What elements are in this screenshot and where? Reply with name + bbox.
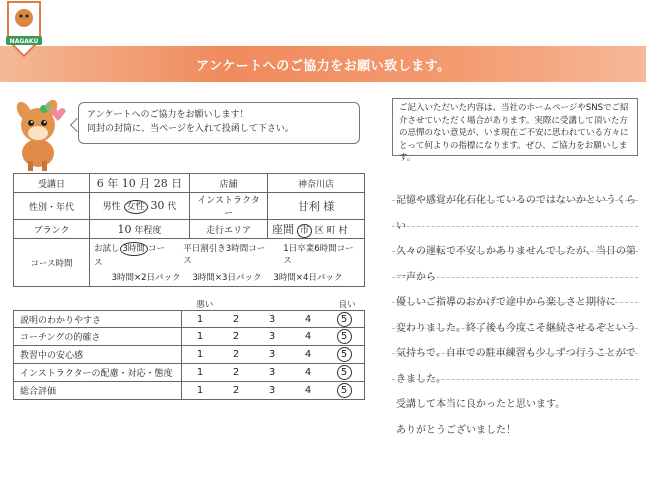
ratings-table [13,298,365,400]
notice-box: ご記入いただいた内容は、当社のホームページやSNSでご紹介させていただく場合があります。実際に受講して頂いた方の忌憚のない意見が、いま現在ご不安に思われている方々にとって何よりの指標になります。ぜひ、ご協力をお願いします。 [392,98,638,156]
rating-row [13,346,365,364]
area-town: 町 [326,225,336,236]
rating-number: 2 [232,367,240,378]
course-option-weekday: 平日割引き3時間コース [183,244,266,266]
rating-option-2[interactable] [218,314,254,325]
rating-number: 4 [304,331,312,342]
rating-number: 5 [337,365,352,380]
rating-number: 1 [196,367,204,378]
store-value: 神奈川店 [268,174,365,193]
date-value: 6 年 10 月 28 日 [90,174,190,193]
rating-number: 1 [196,313,204,325]
rating-option-1[interactable] [182,385,218,396]
rating-number: 5 [337,312,352,327]
rating-good-label: 良い [338,300,356,310]
gender-female-circled: 女性 [124,200,148,214]
blank-cell [90,220,190,239]
rating-option-4[interactable] [290,385,326,396]
course-option-4day: 3時間×4日パック [273,273,343,283]
age-unit: 代 [167,201,177,212]
blank-unit: 年程度 [134,225,162,236]
blank-value: 10 [117,222,132,236]
rating-label: インストラクターの配慮・対応・態度 [14,364,182,381]
course-option-one-day: 1日卒業6時間コース [283,244,354,266]
rating-option-1[interactable] [182,314,218,325]
course-option-trial [94,242,171,268]
rating-option-4[interactable] [290,331,326,342]
rating-number: 5 [337,329,352,344]
header-band [0,46,646,82]
instructor-label: インストラクター [190,193,268,220]
course-trial-circled: 3時間 [120,242,148,256]
nagaku-logo-icon [4,0,44,58]
rating-row [13,328,365,346]
rating-number: 4 [304,349,312,360]
rating-option-1[interactable] [182,349,218,360]
rating-option-2[interactable] [218,385,254,396]
course-option-3day: 3時間×3日パック [192,273,262,283]
rating-option-2[interactable] [218,331,254,342]
info-table [13,173,365,287]
course-trial-suffix: コース [94,244,165,268]
rating-option-3[interactable] [254,367,290,378]
rating-option-5[interactable] [326,347,362,362]
rating-label: 説明のわかりやすさ [14,311,182,327]
rating-number: 3 [268,331,276,342]
rating-row [13,382,365,400]
area-city-circled: 市 [297,224,312,238]
rating-number: 3 [268,367,276,378]
rating-number: 2 [232,385,240,396]
rating-number: 4 [304,367,312,378]
rating-option-3[interactable] [254,349,290,360]
rating-number: 4 [304,385,312,396]
rating-number: 3 [268,385,276,396]
rating-option-3[interactable] [254,314,290,325]
age-value: 30 [150,198,165,212]
rating-number: 4 [304,313,312,325]
area-ward: 区 [314,225,324,236]
rating-number: 5 [337,347,352,362]
date-label: 受講日 [14,174,90,193]
rating-option-1[interactable] [182,367,218,378]
bubble-line-2: 同封の封筒に、当ページを入れて投函して下さい。 [87,124,294,134]
rating-option-2[interactable] [218,367,254,378]
rating-option-5[interactable] [326,312,362,327]
rating-option-4[interactable] [290,367,326,378]
store-label: 店舗 [190,174,268,193]
area-label: 走行エリア [190,220,268,239]
course-trial-prefix: お試し [94,244,120,254]
blank-label: ブランク [14,220,90,239]
logo-text: NAGAKU [9,38,39,45]
gender-cell [90,193,190,220]
rating-option-5[interactable] [326,365,362,380]
course-option-2day: 3時間×2日パック [111,273,181,283]
ratings-header [13,298,365,310]
rating-option-3[interactable] [254,331,290,342]
bubble-line-1: アンケートへのご協力をお願いします！ [87,110,249,120]
header-title: アンケートへのご協力をお願い致します。 [196,59,451,74]
rating-option-4[interactable] [290,349,326,360]
rating-number: 2 [232,349,240,360]
area-village: 村 [338,225,348,236]
rating-number: 2 [232,313,240,325]
rating-number: 1 [196,385,204,396]
rating-rows [13,310,365,400]
course-options [90,239,365,287]
gender-label: 性別・年代 [14,193,90,220]
rating-label: 教習中の安心感 [14,346,182,363]
rating-option-5[interactable] [326,329,362,344]
rating-label: 総合評価 [14,382,182,399]
rating-number: 3 [268,349,276,360]
rating-number: 5 [337,383,352,398]
rating-bad-label: 悪い [196,300,214,310]
area-value: 座間 [272,222,294,236]
comment-text: 記憶や感覚が化石化しているのではないかというくらい 久々の運転で不安しかありませんでしたが、当日の第一声から 優しいご指導のおかげで途中から楽しさと期待に 変わりました。終了後も今度こそ継続させるぞという 気持ちで、自車での駐車練習も少しずつ行うことができました。 受講して本当に良かったと思います。 ありがとうございました！ [396,195,636,436]
speech-bubble [78,102,360,144]
rating-option-1[interactable] [182,331,218,342]
rating-number: 2 [232,331,240,342]
rating-label: コーチングの的確さ [14,328,182,345]
rating-row [13,310,365,328]
rating-number: 3 [268,313,276,325]
rating-option-5[interactable] [326,383,362,398]
rating-number: 1 [196,349,204,360]
rating-option-4[interactable] [290,314,326,325]
rating-number: 1 [196,331,204,342]
rating-row [13,364,365,382]
deer-mascot-icon [10,95,72,173]
rating-option-3[interactable] [254,385,290,396]
course-label: コース時間 [14,239,90,287]
instructor-value: 甘利 様 [268,193,365,220]
area-cell [268,220,365,239]
gender-male: 男性 [102,201,121,212]
rating-option-2[interactable] [218,349,254,360]
